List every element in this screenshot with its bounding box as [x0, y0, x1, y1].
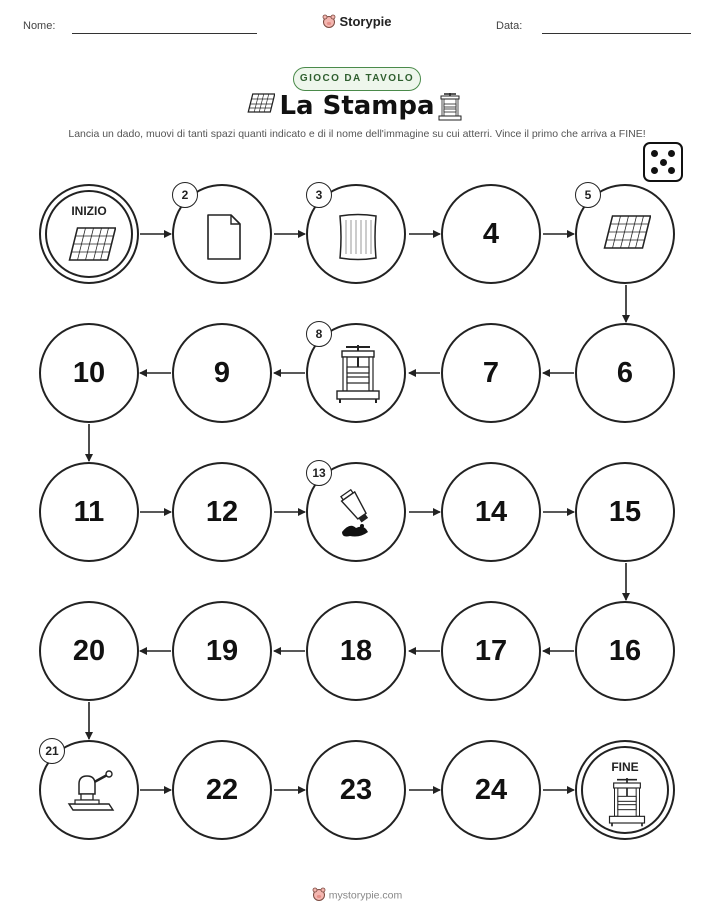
embossing-press-icon — [65, 768, 117, 821]
cell-number-badge: 8 — [306, 321, 332, 347]
cell-number-badge: 5 — [575, 182, 601, 208]
start-label: INIZIO — [71, 204, 107, 218]
instructions-text: Lancia un dado, muovi di tanti spazi quanti indicato e di il nome dell'immagine su cui atterri. Vince il primo che arriva a FINE! — [68, 128, 646, 140]
page-title: La Stampa — [279, 91, 435, 121]
board-cell-5 — [575, 184, 675, 284]
board-cell-23 — [306, 740, 406, 840]
parchment-icon — [336, 212, 380, 267]
board-cell-19 — [172, 601, 272, 701]
board-cell-12 — [172, 462, 272, 562]
brand-name: Storypie — [339, 14, 392, 29]
cell-number: 19 — [205, 634, 239, 667]
cell-number: 24 — [474, 773, 508, 806]
board-cell-18 — [306, 601, 406, 701]
cell-number: 9 — [213, 356, 231, 389]
board-cell-10 — [39, 323, 139, 423]
board-cell-end — [575, 740, 675, 840]
board-cell-2 — [172, 184, 272, 284]
cell-number: 20 — [72, 634, 106, 667]
board-cell-14 — [441, 462, 541, 562]
board-cell-3 — [306, 184, 406, 284]
cell-number: 7 — [482, 356, 500, 389]
type-tray-icon — [66, 226, 116, 271]
board-cell-11 — [39, 462, 139, 562]
cell-number: 10 — [72, 356, 106, 389]
board-cell-13 — [306, 462, 406, 562]
cell-number: 14 — [474, 495, 508, 528]
cell-number: 4 — [482, 217, 500, 250]
ink-tube-icon — [332, 488, 384, 545]
footer — [0, 887, 714, 904]
board-cell-16 — [575, 601, 675, 701]
cell-number: 23 — [339, 773, 373, 806]
name-label: Nome: — [23, 20, 56, 32]
board-cell-20 — [39, 601, 139, 701]
pig-logo-icon — [312, 887, 326, 904]
board-cell-17 — [441, 601, 541, 701]
cell-number: 12 — [205, 495, 239, 528]
cell-number: 22 — [205, 773, 239, 806]
cell-number-badge: 3 — [306, 182, 332, 208]
board-cell-9 — [172, 323, 272, 423]
printing-press-icon — [607, 778, 647, 833]
board-cell-21 — [39, 740, 139, 840]
cell-number: 16 — [608, 634, 642, 667]
cell-number: 18 — [339, 634, 373, 667]
board-cell-4 — [441, 184, 541, 284]
board-cell-24 — [441, 740, 541, 840]
end-label: FINE — [611, 760, 639, 774]
cell-number-badge: 13 — [306, 460, 332, 486]
cell-number: 15 — [608, 495, 642, 528]
category-badge: GIOCO DA TAVOLO — [293, 67, 421, 91]
cell-number: 6 — [616, 356, 634, 389]
board-cell-start — [39, 184, 139, 284]
printing-press-icon — [334, 345, 382, 410]
date-label: Data: — [496, 20, 523, 32]
cell-number: 11 — [73, 495, 105, 528]
cell-number: 17 — [474, 634, 508, 667]
board-cell-22 — [172, 740, 272, 840]
board-cell-8 — [306, 323, 406, 423]
board-cell-15 — [575, 462, 675, 562]
type-tray-icon — [601, 214, 651, 259]
board-cell-6 — [575, 323, 675, 423]
cell-number-badge: 21 — [39, 738, 65, 764]
footer-url[interactable]: mystorypie.com — [328, 889, 403, 902]
board-cell-7 — [441, 323, 541, 423]
cell-number-badge: 2 — [172, 182, 198, 208]
paper-sheet-icon — [204, 212, 244, 267]
